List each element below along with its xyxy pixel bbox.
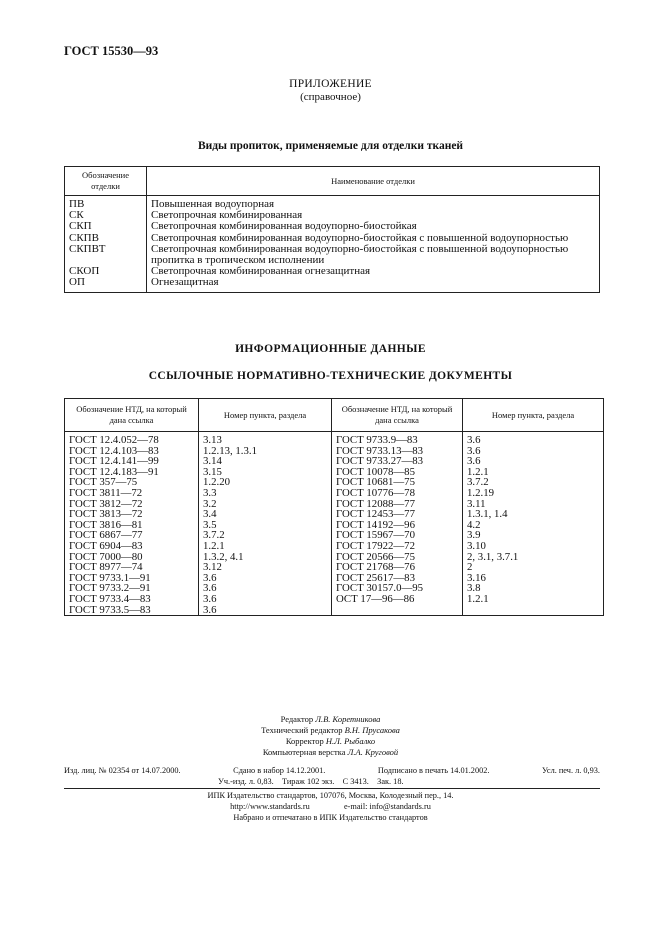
table-row [65,594,604,605]
finish-code-cell: ПВ [65,196,147,211]
ntd-item-cell: 3.16 [467,571,486,584]
ntd-item-cell: 3.3 [199,488,332,499]
ntd-code-cell: ГОСТ 9733.9—83 [332,432,463,446]
ntd-item-cell: 1.2.20 [199,477,332,488]
publisher-printed: Набрано и отпечатано в ИПК Издательство стандартов [233,813,428,822]
ntd-code-cell: ГОСТ 17922—72 [332,541,463,552]
ntd-code-cell: ГОСТ 12.4.052—78 [65,432,199,446]
header-ntd-left: Обозначение НТД, на который дана ссылка [65,399,199,432]
references-table-body [65,432,604,616]
table-header-row [65,167,600,196]
pub-circulation: Уч.-изд. л. 0,83. Тираж 102 экз. С 3413. Зак. 18. [218,777,404,786]
ntd-code-cell: ГОСТ 10078—85 [332,467,463,478]
ntd-code-cell: ГОСТ 9733.5—83 [65,605,199,616]
ntd-code-cell: ГОСТ 9733.4—83 [65,594,199,605]
ntd-item-cell: 1.3.2, 4.1 [199,552,332,563]
publisher-website[interactable]: http://www.standards.ru [230,802,310,811]
ntd-item-cell: 3.9 [467,529,481,542]
table-row [65,520,604,531]
finish-name-cell: Светопрочная комбинированная [151,209,303,222]
ntd-item-cell: 3.4 [199,509,332,520]
header-finish-name: Наименование отделки [147,167,600,196]
finish-name-cell: Огнезащитная [151,276,219,289]
ntd-code-cell: ГОСТ 12.4.103—83 [65,446,199,457]
credit-layout: Компьютерная верстка Л.А. Круговой [262,747,399,757]
ntd-item-cell: 1.2.1 [467,465,489,478]
ntd-item-cell: 3.6 [199,583,332,594]
header-finish-code: Обозначение отделки [65,167,147,196]
ntd-code-cell: ГОСТ 20566—75 [332,552,463,563]
finish-code-cell: СКПВ [65,233,147,244]
table-row [65,196,600,211]
table-row [65,499,604,510]
finish-code-cell: СК [65,210,147,221]
ntd-item-cell: 3.7.2 [199,530,332,541]
finish-code-cell: СКОП [65,266,147,277]
finish-name-cell: Светопрочная комбинированная огнезащитная [151,265,371,278]
finish-name-cell: Светопрочная комбинированная водоупорно-биостойкая с повышенной водоупорностью [151,231,569,244]
table-row [65,221,600,232]
table-row [65,467,604,478]
publisher-footer [0,790,661,823]
ntd-code-cell: ГОСТ 9733.2—91 [65,583,199,594]
publication-info [64,765,600,787]
ntd-item-cell: 3.6 [199,605,332,616]
pub-signed-date: Подписано в печать 14.01.2002. [377,766,490,775]
ntd-item-cell: 3.12 [199,562,332,573]
document-code: ГОСТ 15530—93 [64,44,159,58]
references-table [64,398,604,616]
table-row [65,541,604,552]
publisher-contacts [0,801,661,812]
finish-code-cell: ОП [65,277,147,292]
ntd-item-cell: 4.2 [467,518,481,531]
appendix-subtitle: (справочное) [300,91,361,103]
ntd-item-cell: 3.14 [199,456,332,467]
ntd-code-cell: ГОСТ 7000—80 [65,552,199,563]
table-row [65,277,600,292]
pub-typeset-date: Сдано в набор 14.12.2001. [233,766,326,775]
ntd-code-cell: ГОСТ 25617—83 [332,573,463,584]
ntd-code-cell: ГОСТ 6904—83 [65,541,199,552]
ntd-item-cell: 2 [467,561,473,574]
ntd-code-cell: ГОСТ 9733.27—83 [332,456,463,467]
ntd-code-cell: ГОСТ 12453—77 [332,509,463,520]
ntd-code-cell: ГОСТ 3816—81 [65,520,199,531]
ntd-item-cell: 3.11 [467,497,486,510]
header-item-right: Номер пункта, раздела [463,399,604,432]
credit-editor: Редактор Л.В. Коретникова [280,714,381,724]
ntd-code-cell: ГОСТ 12088—77 [332,499,463,510]
ntd-item-cell: 3.8 [467,582,481,595]
finish-code-cell: СКП [65,221,147,232]
ntd-code-cell: ГОСТ 9733.13—83 [332,446,463,457]
ntd-code-cell: ГОСТ 14192—96 [332,520,463,531]
ntd-item-cell: 1.2.13, 1.3.1 [199,446,332,457]
table-row [65,266,600,277]
ntd-code-cell: ГОСТ 3813—72 [65,509,199,520]
ntd-code-cell: ГОСТ 3812—72 [65,499,199,510]
finish-code-cell: СКПВТ [65,244,147,266]
info-data-title: ИНФОРМАЦИОННЫЕ ДАННЫЕ [235,343,426,355]
table-row [65,432,604,446]
ntd-code-cell: ГОСТ 30157.0—95 [332,583,463,594]
finish-name-cell: Светопрочная комбинированная водоупорно-биостойкая с повышенной водоупорностью пропитка в тропическом исполнении [151,242,569,267]
ntd-code-cell: ГОСТ 10776—78 [332,488,463,499]
ntd-item-cell: 1.2.1 [467,592,489,605]
ntd-code-cell: ГОСТ 3811—72 [65,488,199,499]
footer-divider [64,788,600,789]
ntd-item-cell: 3.6 [467,455,481,468]
ntd-code-cell: ГОСТ 8977—74 [65,562,199,573]
ntd-item-cell: 3.6 [467,434,481,446]
ntd-item-cell [463,605,604,616]
ntd-item-cell: 3.6 [199,573,332,584]
table-row [65,552,604,563]
impregnation-table-body [65,196,600,293]
credits-block [0,714,661,758]
table-row [65,244,600,266]
pub-license: Изд. лиц. № 02354 от 14.07.2000. [64,766,181,775]
ntd-code-cell: ГОСТ 15967—70 [332,530,463,541]
ntd-code-cell: ГОСТ 6867—77 [65,530,199,541]
finish-name-cell: Светопрочная комбинированная водоупорно-биостойкая [151,220,417,233]
appendix-title: ПРИЛОЖЕНИЕ [289,78,372,90]
ntd-item-cell: 3.10 [467,539,486,552]
impregnation-table [64,166,600,293]
ntd-code-cell [332,605,463,616]
header-ntd-right: Обозначение НТД, на который дана ссылка [332,399,463,432]
ntd-code-cell: ГОСТ 12.4.183—91 [65,467,199,478]
ntd-item-cell: 1.2.1 [199,541,332,552]
table-row [65,488,604,499]
credit-tech-editor: Технический редактор В.Н. Прусакова [261,725,400,735]
ntd-code-cell: ГОСТ 9733.1—91 [65,573,199,584]
table-row [65,530,604,541]
credit-corrector: Корректор Н.Л. Рыбалко [285,736,376,746]
ntd-item-cell: 3.13 [199,432,332,446]
publisher-address: ИПК Издательство стандартов, 107076, Москва, Колодезный пер., 14. [207,791,454,800]
ntd-item-cell: 2, 3.1, 3.7.1 [467,550,519,563]
pub-print-sheets: Усл. печ. л. 0,93. [542,766,600,775]
table-header-row [65,399,604,432]
finish-name-cell: Повышенная водоупорная [151,198,275,210]
ntd-item-cell: 3.2 [199,499,332,510]
ntd-code-cell: ГОСТ 10681—75 [332,477,463,488]
table-row [65,605,604,616]
header-item-left: Номер пункта, раздела [199,399,332,432]
ntd-code-cell: ГОСТ 21768—76 [332,562,463,573]
ntd-item-cell: 3.15 [199,467,332,478]
ntd-item-cell: 3.5 [199,520,332,531]
ntd-item-cell: 1.2.19 [467,486,494,499]
impregnation-table-title: Виды пропиток, применяемые для отделки тканей [197,140,464,152]
ntd-item-cell: 3.6 [467,444,481,457]
table-row [65,509,604,520]
ntd-item-cell: 1.3.1, 1.4 [467,508,508,521]
ntd-item-cell: 3.7.2 [467,476,489,489]
ntd-code-cell: ОСТ 17—96—86 [332,594,463,605]
ntd-code-cell: ГОСТ 357—75 [65,477,199,488]
publisher-email[interactable]: e-mail: info@standards.ru [343,802,431,811]
references-title: ССЫЛОЧНЫЕ НОРМАТИВНО-ТЕХНИЧЕСКИЕ ДОКУМЕНТЫ [148,370,513,382]
table-row [65,477,604,488]
ntd-item-cell: 3.6 [199,594,332,605]
ntd-code-cell: ГОСТ 12.4.141—99 [65,456,199,467]
